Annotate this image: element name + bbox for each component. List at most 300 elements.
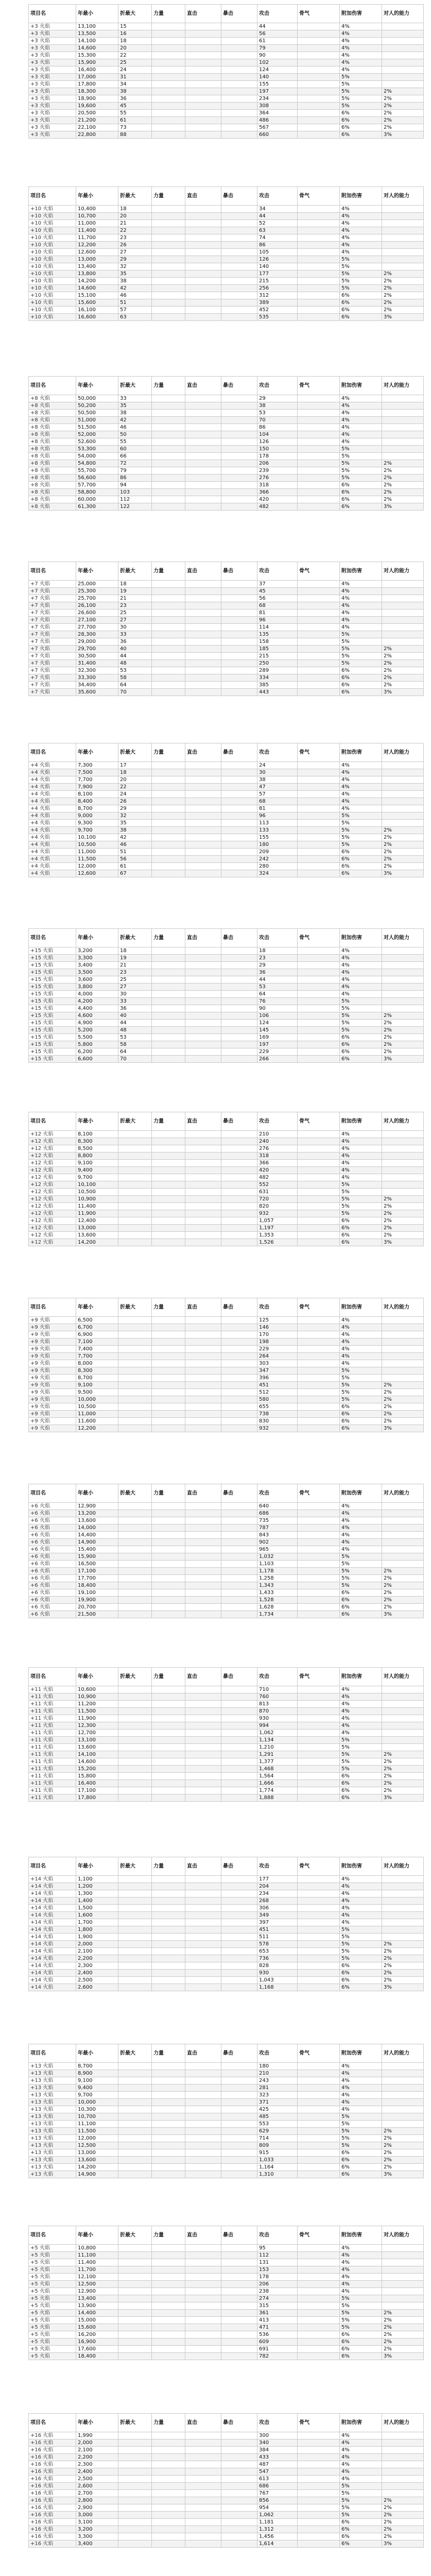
table-cell: 366: [257, 489, 298, 496]
table-cell: 4%: [340, 2288, 382, 2295]
table-cell: [221, 2461, 257, 2468]
table-cell: 20,500: [76, 110, 118, 117]
table-cell: [118, 1338, 152, 1346]
table-cell: 15,800: [76, 1773, 118, 1780]
column-header: 直击: [185, 743, 221, 762]
table-cell: 5%: [340, 631, 382, 638]
column-header: 年最小: [76, 1484, 118, 1503]
table-row: [29, 59, 424, 66]
table-cell: [118, 2259, 152, 2266]
table-cell: [152, 653, 185, 660]
table-cell: [298, 1934, 340, 1941]
column-header: 附加伤害: [340, 929, 382, 947]
table-cell: [298, 602, 340, 609]
table-cell: [152, 969, 185, 976]
table-cell: 19: [118, 588, 152, 595]
table-cell: [298, 256, 340, 263]
table-cell: [221, 307, 257, 314]
table-cell: [221, 1897, 257, 1905]
table-cell: 16,600: [76, 314, 118, 321]
table-cell: 1,062: [257, 1730, 298, 1737]
table-cell: [152, 1883, 185, 1890]
table-cell: [185, 1517, 221, 1524]
table-cell: 2%: [382, 1418, 424, 1425]
table-cell: 6%: [340, 482, 382, 489]
table-cell: 8,300: [76, 1367, 118, 1375]
table-cell: [298, 1181, 340, 1189]
table-cell: 736: [257, 1955, 298, 1962]
table-cell: 54,800: [76, 460, 118, 467]
table-cell: [298, 1232, 340, 1239]
table-cell: [152, 2432, 185, 2439]
table-cell: [152, 242, 185, 249]
table-cell: [152, 1897, 185, 1905]
table-cell: +8 火焰: [29, 467, 76, 474]
table-cell: [152, 249, 185, 256]
table-cell: +4 火焰: [29, 812, 76, 820]
table-cell: [382, 1375, 424, 1382]
table-cell: [185, 631, 221, 638]
table-cell: [382, 1153, 424, 1160]
column-header: 附加伤害: [340, 1484, 382, 1503]
table-cell: 105: [257, 249, 298, 256]
table-cell: [152, 2135, 185, 2142]
table-cell: [221, 417, 257, 424]
table-row: [29, 2476, 424, 2483]
table-cell: 5%: [340, 1375, 382, 1382]
table-cell: +6 火焰: [29, 1517, 76, 1524]
table-cell: [152, 1367, 185, 1375]
table-row: [29, 2245, 424, 2252]
table-row: [29, 256, 424, 263]
table-cell: 20: [118, 213, 152, 220]
table-cell: [298, 631, 340, 638]
table-row: [29, 1217, 424, 1225]
table-cell: [382, 438, 424, 446]
table-cell: 45: [118, 103, 152, 110]
table-cell: 2,000: [76, 1941, 118, 1948]
table-cell: [382, 784, 424, 791]
table-cell: [185, 489, 221, 496]
table-cell: 61: [257, 38, 298, 45]
table-row: [29, 2084, 424, 2092]
table-cell: 17,000: [76, 74, 118, 81]
table-cell: +8 火焰: [29, 446, 76, 453]
column-header: 对人的能力: [382, 2226, 424, 2245]
table-cell: 5%: [340, 827, 382, 834]
table-cell: [382, 1167, 424, 1174]
table-cell: 12,300: [76, 1722, 118, 1730]
table-cell: [298, 2324, 340, 2331]
table-cell: 2%: [382, 2519, 424, 2526]
table-row: [29, 2310, 424, 2317]
table-cell: +11 火焰: [29, 1780, 76, 1787]
table-cell: [152, 1138, 185, 1145]
table-cell: [118, 2526, 152, 2533]
table-cell: 17,800: [76, 1794, 118, 1802]
table-cell: 451: [257, 1926, 298, 1934]
table-cell: 10,000: [76, 1396, 118, 1403]
table-row: [29, 1780, 424, 1787]
table-cell: [221, 2281, 257, 2288]
table-cell: [118, 2540, 152, 2548]
table-row: [29, 2259, 424, 2266]
table-row: [29, 220, 424, 227]
table-cell: 6%: [340, 1604, 382, 1611]
table-cell: [221, 467, 257, 474]
table-cell: [382, 2259, 424, 2266]
column-header: 攻击: [257, 377, 298, 395]
table-row: [29, 998, 424, 1005]
table-cell: 238: [257, 2288, 298, 2295]
table-cell: [298, 1883, 340, 1890]
table-cell: +11 火焰: [29, 1686, 76, 1693]
table-cell: 12,200: [76, 1425, 118, 1432]
table-cell: 19: [118, 955, 152, 962]
table-cell: [118, 1375, 152, 1382]
table-cell: 306: [257, 1905, 298, 1912]
table-cell: [298, 1773, 340, 1780]
table-cell: 686: [257, 2483, 298, 2490]
table-cell: 5%: [340, 1737, 382, 1744]
table-cell: [152, 1375, 185, 1382]
table-cell: 536: [257, 2331, 298, 2338]
table-cell: 10,100: [76, 1181, 118, 1189]
table-cell: [185, 1977, 221, 1984]
table-cell: [298, 667, 340, 674]
table-row: [29, 1167, 424, 1174]
table-cell: 1,666: [257, 1780, 298, 1787]
table-cell: [185, 624, 221, 631]
table-cell: 2%: [382, 841, 424, 849]
table-cell: 324: [257, 870, 298, 877]
table-cell: [221, 955, 257, 962]
table-cell: 106: [257, 1012, 298, 1020]
table-cell: [152, 1517, 185, 1524]
table-cell: 24: [118, 66, 152, 74]
table-cell: [221, 1604, 257, 1611]
table-cell: [221, 2346, 257, 2353]
table-cell: 4%: [340, 976, 382, 984]
table-cell: 5%: [340, 1941, 382, 1948]
table-cell: 3%: [382, 689, 424, 696]
table-row: [29, 285, 424, 292]
table-cell: [221, 1225, 257, 1232]
table-cell: 5%: [340, 1181, 382, 1189]
table-cell: [152, 2099, 185, 2106]
table-cell: [185, 1905, 221, 1912]
table-cell: 11,400: [76, 2259, 118, 2266]
table-cell: +5 火焰: [29, 2353, 76, 2360]
table-cell: +9 火焰: [29, 1389, 76, 1396]
table-cell: 2%: [382, 1977, 424, 1984]
table-cell: 12,500: [76, 2142, 118, 2149]
table-cell: 256: [257, 285, 298, 292]
table-row: [29, 2135, 424, 2142]
table-cell: [185, 2310, 221, 2317]
column-header: 攻击: [257, 2226, 298, 2245]
table-cell: [221, 81, 257, 88]
table-cell: [185, 581, 221, 588]
table-cell: 4%: [340, 2281, 382, 2288]
table-cell: 6%: [340, 2338, 382, 2346]
table-cell: 6%: [340, 131, 382, 139]
table-cell: +4 火焰: [29, 784, 76, 791]
table-cell: [152, 1553, 185, 1561]
table-cell: 5%: [340, 1955, 382, 1962]
table-cell: [118, 1160, 152, 1167]
table-cell: [152, 1970, 185, 1977]
column-header: 对人的能力: [382, 5, 424, 23]
table-cell: 2%: [382, 2497, 424, 2504]
table-cell: [152, 1196, 185, 1203]
table-cell: 2%: [382, 1396, 424, 1403]
table-cell: 52,600: [76, 438, 118, 446]
table-cell: [185, 1056, 221, 1063]
table-cell: +6 火焰: [29, 1604, 76, 1611]
table-cell: [382, 59, 424, 66]
table-cell: 5,800: [76, 1041, 118, 1048]
table-cell: +7 火焰: [29, 588, 76, 595]
table-cell: 4%: [340, 1532, 382, 1539]
table-cell: 4%: [340, 2432, 382, 2439]
table-cell: 21,500: [76, 1611, 118, 1618]
table-cell: 153: [257, 2266, 298, 2274]
table-cell: +16 火焰: [29, 2497, 76, 2504]
table-row: [29, 2461, 424, 2468]
table-cell: 6%: [340, 1425, 382, 1432]
table-cell: [118, 1948, 152, 1955]
table-cell: [185, 1701, 221, 1708]
table-cell: 965: [257, 1546, 298, 1553]
table-cell: 34,400: [76, 682, 118, 689]
column-header: 项目名: [29, 5, 76, 23]
column-header: 力量: [152, 1668, 185, 1686]
table-cell: [221, 1934, 257, 1941]
table-cell: [152, 689, 185, 696]
table-cell: 13,600: [76, 2157, 118, 2164]
table-cell: 2,500: [76, 1977, 118, 1984]
table-cell: [298, 482, 340, 489]
table-cell: [118, 2447, 152, 2454]
table-row: [29, 602, 424, 609]
table-cell: 11,100: [76, 2121, 118, 2128]
table-cell: [382, 1517, 424, 1524]
table-cell: [221, 1020, 257, 1027]
table-cell: 4%: [340, 2063, 382, 2070]
table-row: [29, 1787, 424, 1794]
table-cell: [118, 2346, 152, 2353]
table-cell: [221, 2063, 257, 2070]
table-cell: [382, 1360, 424, 1367]
table-cell: 4%: [340, 1539, 382, 1546]
table-cell: [118, 2281, 152, 2288]
column-header: 力量: [152, 1484, 185, 1503]
table-cell: 2%: [382, 1604, 424, 1611]
table-cell: +4 火焰: [29, 791, 76, 798]
table-cell: 5%: [340, 1389, 382, 1396]
table-cell: [185, 1174, 221, 1181]
stats-table: [28, 2226, 424, 2360]
table-row: [29, 798, 424, 805]
table-cell: 11,700: [76, 2266, 118, 2274]
table-cell: [221, 2324, 257, 2331]
table-cell: 14,200: [76, 2164, 118, 2171]
table-cell: 12,200: [76, 242, 118, 249]
table-cell: 124: [257, 1020, 298, 1027]
table-cell: [185, 1876, 221, 1883]
table-cell: [152, 1611, 185, 1618]
table-cell: [152, 1338, 185, 1346]
table-cell: 2%: [382, 1020, 424, 1027]
table-cell: 19,100: [76, 1589, 118, 1597]
table-cell: 2%: [382, 1962, 424, 1970]
table-cell: 26,600: [76, 609, 118, 617]
table-cell: [298, 503, 340, 511]
table-row: [29, 1970, 424, 1977]
table-cell: [185, 74, 221, 81]
table-cell: 12,600: [76, 870, 118, 877]
table-cell: [298, 59, 340, 66]
table-cell: [118, 1737, 152, 1744]
table-cell: [185, 1210, 221, 1217]
table-cell: +12 火焰: [29, 1196, 76, 1203]
table-cell: 6%: [340, 2149, 382, 2157]
table-row: [29, 2106, 424, 2113]
table-cell: 209: [257, 849, 298, 856]
table-cell: +3 火焰: [29, 74, 76, 81]
table-cell: [221, 581, 257, 588]
table-cell: [382, 1174, 424, 1181]
column-header: 对人的能力: [382, 2044, 424, 2063]
table-cell: 10,900: [76, 1693, 118, 1701]
table-cell: [298, 1730, 340, 1737]
table-cell: [298, 841, 340, 849]
table-cell: [221, 2447, 257, 2454]
table-cell: 25: [118, 59, 152, 66]
table-cell: [185, 242, 221, 249]
table-cell: 185: [257, 646, 298, 653]
table-cell: 915: [257, 2149, 298, 2157]
table-cell: 471: [257, 2324, 298, 2331]
table-cell: 4%: [340, 962, 382, 969]
table-cell: [118, 2439, 152, 2447]
table-cell: 3,100: [76, 2519, 118, 2526]
table-cell: [185, 1611, 221, 1618]
table-cell: [185, 1317, 221, 1324]
table-cell: [152, 2106, 185, 2113]
table-cell: +14 火焰: [29, 1962, 76, 1970]
table-cell: [152, 1955, 185, 1962]
table-cell: +6 火焰: [29, 1582, 76, 1589]
table-cell: 9,700: [76, 1174, 118, 1181]
table-cell: 3%: [382, 1794, 424, 1802]
table-cell: 53: [118, 667, 152, 674]
table-cell: [382, 234, 424, 242]
table-cell: [221, 1174, 257, 1181]
table-cell: 580: [257, 1396, 298, 1403]
table-cell: 433: [257, 2454, 298, 2461]
table-cell: +15 火焰: [29, 962, 76, 969]
table-row: [29, 1041, 424, 1048]
table-cell: 4%: [340, 1897, 382, 1905]
table-cell: [221, 1418, 257, 1425]
table-cell: [118, 1425, 152, 1432]
table-cell: 6%: [340, 1611, 382, 1618]
table-cell: [185, 834, 221, 841]
table-cell: 5%: [340, 841, 382, 849]
table-cell: 2%: [382, 863, 424, 870]
table-cell: [298, 1005, 340, 1012]
column-header: 直击: [185, 1298, 221, 1317]
table-cell: [118, 2295, 152, 2302]
table-cell: [152, 609, 185, 617]
table-cell: [298, 249, 340, 256]
table-cell: +7 火焰: [29, 617, 76, 624]
table-cell: [185, 2454, 221, 2461]
table-cell: 6%: [340, 1034, 382, 1041]
table-cell: [221, 1510, 257, 1517]
table-cell: [221, 812, 257, 820]
table-cell: 2,100: [76, 1948, 118, 1955]
table-cell: 954: [257, 2504, 298, 2512]
table-cell: [152, 841, 185, 849]
table-cell: [298, 1210, 340, 1217]
table-row: [29, 1948, 424, 1955]
table-cell: [152, 1167, 185, 1174]
table-cell: +4 火焰: [29, 805, 76, 812]
table-cell: [152, 2519, 185, 2526]
table-cell: 6%: [340, 1773, 382, 1780]
table-cell: 9,400: [76, 2084, 118, 2092]
table-cell: 27,100: [76, 617, 118, 624]
table-row: [29, 1582, 424, 1589]
table-cell: [152, 1131, 185, 1138]
table-cell: [118, 1686, 152, 1693]
table-cell: [185, 2461, 221, 2468]
table-cell: 16,900: [76, 2338, 118, 2346]
table-cell: +8 火焰: [29, 438, 76, 446]
table-cell: 38: [118, 410, 152, 417]
table-row: [29, 1897, 424, 1905]
table-cell: [298, 1977, 340, 1984]
column-header: 直击: [185, 377, 221, 395]
table-cell: 25: [118, 609, 152, 617]
table-cell: 22,800: [76, 131, 118, 139]
table-cell: 34: [118, 81, 152, 88]
table-cell: 4%: [340, 38, 382, 45]
table-cell: 206: [257, 460, 298, 467]
table-cell: [298, 827, 340, 834]
table-cell: [185, 1389, 221, 1396]
table-cell: [382, 1715, 424, 1722]
table-row: [29, 292, 424, 299]
table-cell: [118, 1897, 152, 1905]
table-cell: 96: [257, 812, 298, 820]
table-cell: 242: [257, 856, 298, 863]
table-cell: 2%: [382, 467, 424, 474]
table-cell: 4%: [340, 1353, 382, 1360]
table-cell: 2,600: [76, 2483, 118, 2490]
table-cell: [185, 638, 221, 646]
table-cell: [185, 1196, 221, 1203]
table-cell: +6 火焰: [29, 1532, 76, 1539]
table-cell: 32,300: [76, 667, 118, 674]
table-cell: [152, 81, 185, 88]
table-cell: 5%: [340, 474, 382, 482]
table-cell: 6%: [340, 307, 382, 314]
table-cell: 16,200: [76, 2331, 118, 2338]
